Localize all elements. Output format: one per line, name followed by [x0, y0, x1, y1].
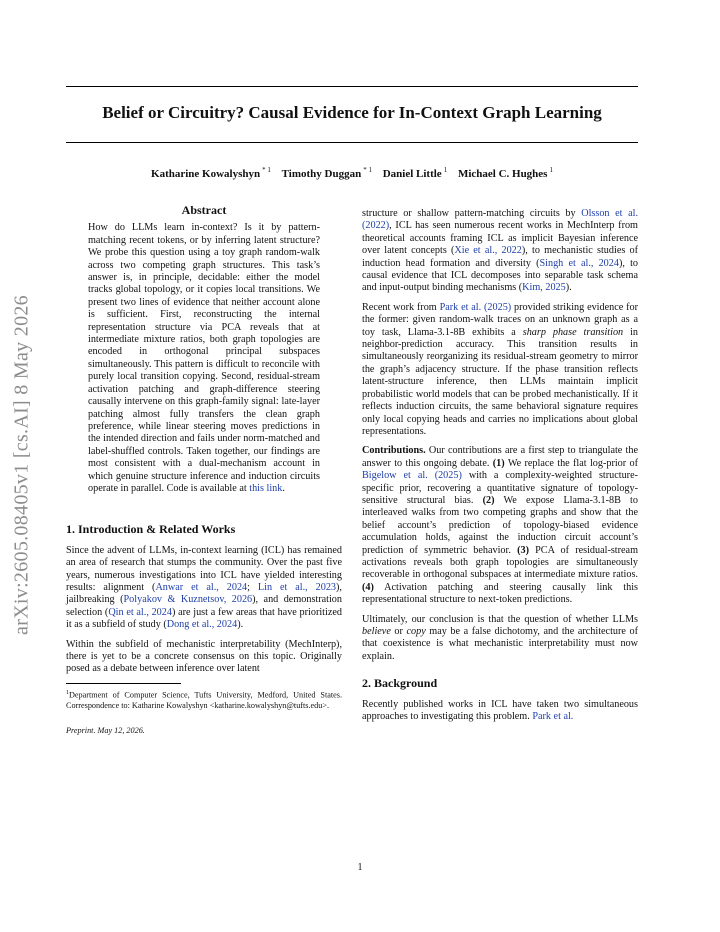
title-bottom-rule — [66, 142, 638, 143]
citation-link[interactable]: Bigelow et al. (2025) — [362, 470, 462, 482]
abstract-heading: Abstract — [181, 203, 227, 217]
arxiv-side-stamp — [4, 265, 40, 665]
citation-link[interactable]: Kim, 2025 — [522, 282, 566, 294]
author: Daniel Little $^1$ — [382, 166, 448, 180]
related-work-paragraph: structure or shallow pattern-matching circuits by Olsson et al. (2022), ICL has seen numerous recent works in MechInterp from theoretical accounts framing ICL as implicit Bayesian inference over latent concepts (Xie et al., 2022), to mechanistic studies of induction head formation and diversity (Singh et al., 2024), to causal evidence that ICL decomposes into separable task schema and input-output binding mechanisms (Kim, 2025). — [362, 208, 639, 294]
citation-link[interactable]: Xie et al., 2022 — [454, 245, 522, 257]
footnote-rule — [66, 683, 181, 684]
section-heading-background: 2. Background — [362, 676, 438, 691]
arxiv-identifier[interactable]: arXiv:2605.08405v1 [cs.AI] 8 May 2026 — [10, 295, 33, 635]
code-link[interactable]: this link — [249, 482, 283, 494]
author-list — [66, 166, 638, 180]
title-top-rule — [66, 86, 638, 87]
left-column — [66, 204, 342, 737]
right-column — [362, 208, 638, 730]
background-paragraph: Recently published works in ICL have taken two simultaneous approaches to investigating this problem. Park et al. — [362, 698, 638, 723]
citation-link[interactable]: Anwar et al., 2024 — [155, 581, 248, 593]
intro-paragraph-2: Within the subfield of mechanistic interpretability (MechInterp), there is yet to be a concrete consensus on this topic. Originally posed as a debate between inference over latent — [66, 638, 342, 675]
affiliation-footnote: $^1$Department of Computer Science, Tufts University, Medford, United States. Correspondence to: Katharine Kowalyshyn <katharine.kowalyshyn@tufts.edu>. — [66, 689, 342, 710]
citation-link[interactable]: Dong et al., 2024 — [166, 619, 238, 631]
citation-link[interactable]: Park et al. — [532, 711, 574, 723]
section-heading-introduction: 1. Introduction & Related Works — [66, 522, 236, 537]
conclusion-paragraph: Ultimately, our conclusion is that the question of whether LLMs believe or copy may be a false dichotomy, and the architecture of that coexistence is what mechanistic interpretability must now explain. — [362, 613, 638, 662]
citation-link[interactable]: Qin et al., 2024 — [108, 606, 172, 618]
citation-link[interactable]: Park et al. (2025) — [439, 301, 512, 313]
contributions-paragraph: Contributions. Our contributions are a first step to triangulate the answer to this ongoing debate. (1) We replace the flat log-prior of Bigelow et al. (2025) with a complexity-weighted structure-specific prior, recovering a quantitative signature of topology-sensitive structural bias. (2) We expose Llama-3.1-8B to interleaved walks from two competing graphs and show that the belief account’s prediction of topology-biased evidence accumulation holds, against the induction circuit account’s prediction of symmetric behavior. (3) PCA of residual-stream activations reveals both graph topologies are simultaneously recoverable in orthogonal subspaces at intermediate mixture ratios. (4) Activation patching and steering causally link this representational structure to next-token predictions. — [362, 445, 638, 606]
citation-link[interactable]: Singh et al., 2024 — [539, 257, 619, 269]
author: Michael C. Hughes $^1$ — [457, 166, 553, 180]
preprint-date: Preprint. May 12, 2026. — [66, 725, 145, 735]
park-paragraph: Recent work from Park et al. (2025) provided striking evidence for the former: given random-walk traces on an unknown graph as a toy task, Llama-3.1-8B exhibits a sharp phase transition in neighbor-prediction accuracy. This transition results in simultaneously reorganizing its residual-stream geometry to mirror the graph’s adjacency structure. If the phase transition reflects latent-structure inference, then LLMs maintain implicit probabilistic world models that can be probed mechanistically. If it reflects induction circuits, the same behavioral signature requires only local copying heads and carries no implications about global representations. — [362, 301, 638, 437]
intro-paragraph-1: Since the advent of LLMs, in-context learning (ICL) has remained an area of research that stumps the community. Over the past five years, numerous investigations into ICL have yielded interesting results: alignment (Anwar et al., 2024; Lin et al., 2023), jailbreaking (Polyakov & Kuznetsov, 2026), and demonstration selection (Qin et al., 2024) are just a few areas that have prioritized it as a subfield of study (Dong et al., 2024). — [66, 544, 342, 631]
author: Timothy Duggan $^{* 1}$ — [281, 166, 372, 180]
abstract-text: How do LLMs learn in-context? Is it by pattern-matching recent tokens, or by inferring latent structure? We probe this question using a toy graph random-walk across two competing graph structures. This task’s answer is, in principle, decidable: either the model tracks global topology, or it copies local transitions. We present two lines of evidence that neither account alone is sufficient. First, reconstructing the internal representation structure via PCA reveals that at intermediate mixture ratios, both graph topologies are encoded in orthogonal principal subspaces simultaneously. This pattern is difficult to reconcile with purely local transition copying. Second, residual-stream activation patching and graph-difference steering causally intervene on this graph-family signal: late-layer patching almost fully transfers the clean graph preference, while linear steering moves predictions in the intended direction and fails under norm-matched and label-shuffled controls. Taken together, our findings are most consistent with a dual-mechanism account in which genuine structure inference and induction circuits operate in parallel. Code is available at this link. — [88, 222, 320, 494]
citation-link[interactable]: Polyakov & Kuznetsov, 2026 — [123, 594, 253, 606]
page-number: 1 — [357, 862, 363, 873]
citation-link[interactable]: Lin et al., 2023 — [257, 581, 337, 593]
citation-link[interactable]: Olsson et al. (2022) — [362, 208, 638, 232]
author: Katharine Kowalyshyn $^{* 1}$ — [151, 166, 271, 180]
paper-title: Belief or Circuitry? Causal Evidence for In-Context Graph Learning — [102, 103, 602, 122]
